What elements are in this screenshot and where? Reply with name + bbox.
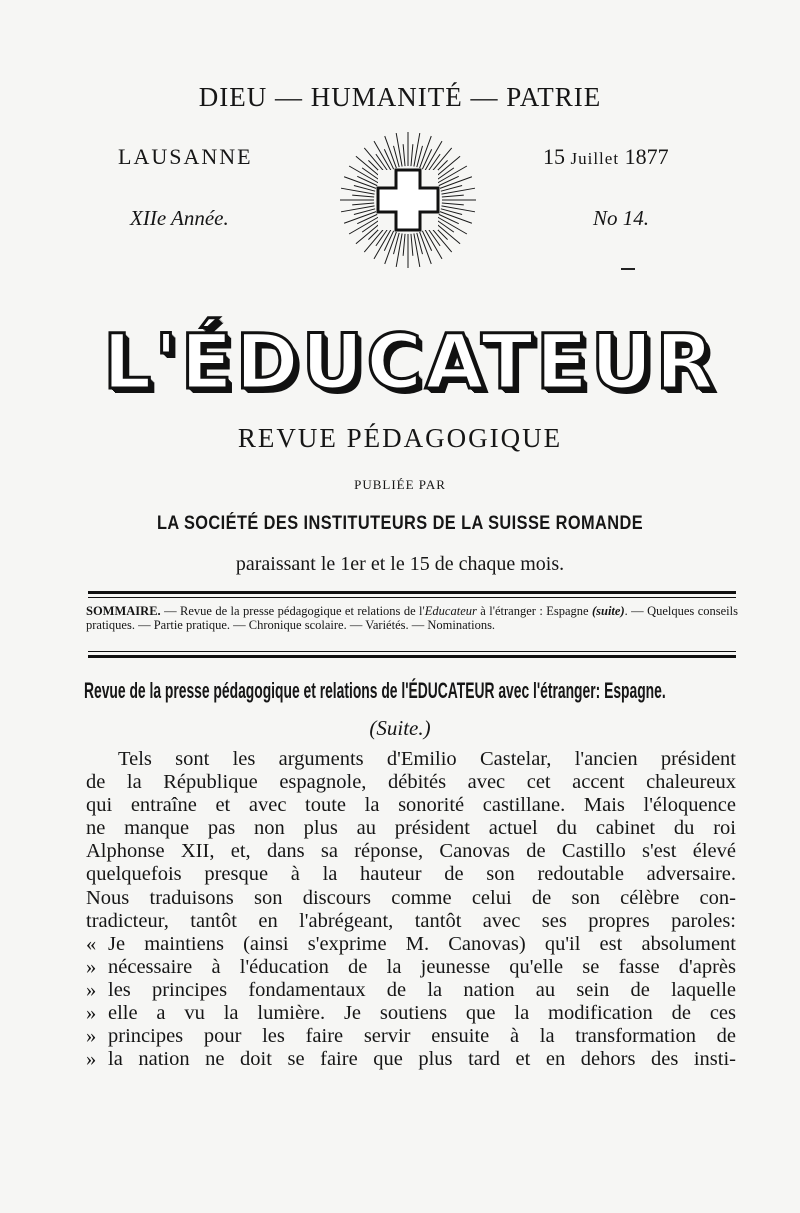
- summary-label: SOMMAIRE.: [86, 604, 161, 618]
- quote-text: Je maintiens (ainsi s'exprime M. Canovas) qu'il est absolument: [108, 932, 736, 955]
- rule-top-thick: [88, 591, 736, 594]
- body-line: Nous traduisons son discours comme celui de son célèbre con-: [86, 886, 736, 909]
- quote-line: [86, 933, 736, 956]
- body-line: ne manque pas non plus au président actuel du cabinet du roi: [86, 817, 736, 840]
- date-year: 1877: [624, 144, 669, 169]
- quote-mark: »: [86, 978, 97, 1001]
- quote-mark: »: [86, 955, 97, 978]
- rule-top-thin: [88, 597, 736, 598]
- body-line: Alphonse XII, et, dans sa réponse, Canovas de Castillo s'est élevé: [86, 840, 736, 863]
- body-line: quelquefois presque à la hauteur de son redoutable adversaire.: [86, 863, 736, 886]
- quote-line: [86, 1048, 736, 1071]
- city: LAUSANNE: [118, 144, 253, 169]
- summary-text-1: — Revue de la presse pédagogique et relations de l': [160, 604, 425, 618]
- body-line: tradicteur, tantôt en l'abrégeant, tantôt avec ses propres paroles:: [86, 909, 736, 932]
- issue-number: No 14.: [593, 206, 650, 230]
- summary-suite: (suite): [591, 604, 625, 618]
- date-day: 15: [543, 144, 565, 169]
- quote-mark: «: [86, 932, 97, 955]
- table-of-contents: [86, 604, 738, 632]
- rule-bottom-thin: [88, 651, 736, 652]
- body-line: qui entraîne et avec toute la sonorité castillane. Mais l'éloquence: [86, 794, 736, 817]
- masthead-subtitle: REVUE PÉDAGOGIQUE: [237, 423, 563, 453]
- publication-frequency: paraissant le 1er et le 15 de chaque mois.: [235, 553, 565, 575]
- summary-text-2: à l'étranger : Espagne: [476, 604, 592, 618]
- summary-journal-name: Educateur: [424, 604, 477, 618]
- summary-text-3: . — Quelques conseils pratiques. — Partie pratique. — Chronique scolaire. — Variétés. — Nominations.: [86, 604, 738, 632]
- article-title: Revue de la presse pédagogique et relations de l'ÉDUCATEUR avec l'étranger: Espagne.: [84, 678, 666, 703]
- quote-text: la nation ne doit se faire que plus tard et en dehors des insti-: [108, 1048, 736, 1071]
- quote-line: [86, 1025, 736, 1048]
- quote-text: nécessaire à l'éducation de la jeunesse qu'elle se fasse d'après: [108, 955, 736, 978]
- quote-text: les principes fondamentaux de la nation au sein de laquelle: [108, 978, 736, 1001]
- quote-text: principes pour les faire servir ensuite à la transformation de: [108, 1025, 736, 1048]
- date-month: Juillet: [570, 149, 620, 168]
- quote-mark: »: [86, 1048, 97, 1071]
- body-line: de la République espagnole, débités avec cet accent chaleureux: [86, 771, 736, 794]
- issue-date: [543, 144, 669, 170]
- masthead-title: L'ÉDUCATEUR: [102, 317, 718, 406]
- quote-line: [86, 1002, 736, 1025]
- swiss-cross-emblem-icon: [338, 130, 478, 270]
- quote-line: [86, 956, 736, 979]
- quote-text: elle a vu la lumière. Je soutiens que la modification de ces: [108, 1002, 736, 1025]
- quote-mark: »: [86, 1002, 97, 1025]
- article-continuation: (Suite.): [369, 716, 431, 740]
- ornament-dash: [621, 268, 635, 270]
- volume-year: XIIe Année.: [130, 206, 229, 230]
- body-line: Tels sont les arguments d'Emilio Castelar, l'ancien président: [118, 748, 736, 770]
- article-body: [86, 748, 736, 1071]
- quote-line: [86, 979, 736, 1002]
- publisher-society: LA SOCIÉTÉ DES INSTITUTEURS DE LA SUISSE ROMANDE: [156, 513, 644, 534]
- published-by: PUBLIÉE PAR: [354, 477, 446, 492]
- quote-mark: »: [86, 1025, 97, 1048]
- rule-bottom-thick: [88, 655, 736, 658]
- motto: DIEU — HUMANITÉ — PATRIE: [198, 82, 602, 112]
